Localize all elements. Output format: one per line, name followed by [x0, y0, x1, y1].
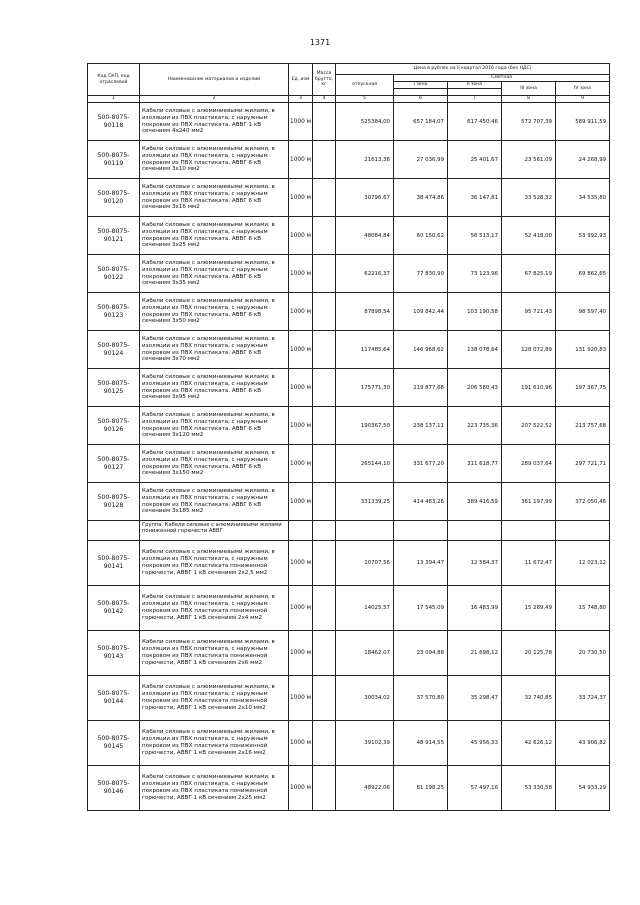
unit-cell: 1000 м	[289, 217, 313, 255]
unit-cell: 1000 м	[289, 293, 313, 331]
unit-cell: 1000 м	[289, 369, 313, 407]
mass-cell	[313, 676, 336, 721]
zone-4-price-cell: 53 992,93	[556, 217, 610, 255]
mass-cell	[313, 483, 336, 521]
header-zone-1-sub	[394, 89, 448, 96]
zone-4-price-cell: 20 730,50	[556, 631, 610, 676]
code-cell: 500-8075-90146	[88, 766, 140, 811]
unit-cell: 1000 м	[289, 766, 313, 811]
zone-3-price-cell: 191 610,96	[502, 369, 556, 407]
release-price-cell: 21613,36	[336, 141, 394, 179]
zone-3-price-cell: 572 707,39	[502, 103, 556, 141]
mass-cell	[313, 631, 336, 676]
zone-3-price-cell: 289 037,64	[502, 445, 556, 483]
zone-4-price-cell: 12 023,12	[556, 541, 610, 586]
name-cell: Кабели силовые с алюминиевыми жилами, в изоляции из ПВХ пластиката, с наружным покровом из ПВХ пластиката пониженной горючести, АВВГ 1 кВ сечением 2х2,5 мм2	[140, 541, 289, 586]
release-price-cell: 48084,84	[336, 217, 394, 255]
code-cell: 500-8075-90141	[88, 541, 140, 586]
zone-4-price-cell: 213 757,68	[556, 407, 610, 445]
zone-2-price-cell: 36 147,81	[448, 179, 502, 217]
mass-cell	[313, 179, 336, 217]
header-unit: Ед. изм	[289, 64, 313, 96]
code-cell: 500-8075-90124	[88, 331, 140, 369]
price-table	[87, 63, 610, 811]
table-row	[88, 141, 610, 179]
code-cell: 500-8075-90125	[88, 369, 140, 407]
release-price-cell: 14025,57	[336, 586, 394, 631]
header-zone-3: III зона	[502, 82, 556, 96]
zone-3-price-cell: 95 721,43	[502, 293, 556, 331]
zone-3-price-cell: 33 528,32	[502, 179, 556, 217]
zone-2-price-cell: 138 078,64	[448, 331, 502, 369]
table-row	[88, 255, 610, 293]
code-cell: 500-8075-90128	[88, 483, 140, 521]
name-cell: Кабели силовые с алюминиевыми жилами, в изоляции из ПВХ пластиката, с наружным покровом из ПВХ пластиката. АВВГ 6 кВ сечением 3х25 мм2	[140, 217, 289, 255]
table-row	[88, 541, 610, 586]
table-row	[88, 766, 610, 811]
unit-cell: 1000 м	[289, 331, 313, 369]
header-zone-1: I зона	[394, 82, 448, 89]
name-cell: Кабели силовые с алюминиевыми жилами, в изоляции из ПВХ пластиката, с наружным покровом из ПВХ пластиката. АВВГ 6 кВ сечением 3х150 мм2	[140, 445, 289, 483]
release-price-cell: 48922,06	[336, 766, 394, 811]
table-row	[88, 721, 610, 766]
zone-3-price-cell: 23 561,09	[502, 141, 556, 179]
header-name: Наименование материалов и изделий	[140, 64, 289, 96]
mass-cell	[313, 541, 336, 586]
release-price-cell: 117485,64	[336, 331, 394, 369]
name-cell: Кабели силовые с алюминиевыми жилами, в изоляции из ПВХ пластиката, с наружным покровом из ПВХ пластиката. АВВГ 6 кВ сечением 3х70 мм2	[140, 331, 289, 369]
name-cell: Кабели силовые с алюминиевыми жилами, в изоляции из ПВХ пластиката, с наружным покровом из ПВХ пластиката пониженной горючести, АВВГ 1 кВ сечением 2х6 мм2	[140, 631, 289, 676]
name-cell: Кабели силовые с алюминиевыми жилами, в изоляции из ПВХ пластиката, с наружным покровом из ПВХ пластиката. АВВГ 1 кВ сечением 4х240 мм2	[140, 103, 289, 141]
zone-2-price-cell: 21 698,12	[448, 631, 502, 676]
table-row	[88, 103, 610, 141]
name-cell: Кабели силовые с алюминиевыми жилами, в изоляции из ПВХ пластиката, с наружным покровом из ПВХ пластиката. АВВГ 6 кВ сечением 3х120 мм2	[140, 407, 289, 445]
zone-2-price-cell: 311 618,77	[448, 445, 502, 483]
table-row	[88, 407, 610, 445]
table-row	[88, 217, 610, 255]
release-price-cell: 331339,25	[336, 483, 394, 521]
code-cell: 500-8075-90123	[88, 293, 140, 331]
release-price-cell: 62216,37	[336, 255, 394, 293]
zone-2-price-cell: 206 580,43	[448, 369, 502, 407]
code-cell: 500-8075-90120	[88, 179, 140, 217]
unit-cell: 1000 м	[289, 255, 313, 293]
zone-2-price-cell: 25 401,67	[448, 141, 502, 179]
zone-4-price-cell: 43 906,82	[556, 721, 610, 766]
zone-4-price-cell: 98 597,40	[556, 293, 610, 331]
unit-cell: 1000 м	[289, 103, 313, 141]
mass-cell	[313, 141, 336, 179]
table-row	[88, 369, 610, 407]
col-number: 5	[336, 96, 394, 103]
release-price-cell: 525384,00	[336, 103, 394, 141]
release-price-cell: 39102,39	[336, 721, 394, 766]
name-cell: Кабели силовые с алюминиевыми жилами, в изоляции из ПВХ пластиката, с наружным покровом из ПВХ пластиката. АВВГ 6 кВ сечением 3х16 мм2	[140, 179, 289, 217]
zone-1-price-cell: 27 036,99	[394, 141, 448, 179]
unit-cell: 1000 м	[289, 407, 313, 445]
zone-4-price-cell: 24 268,99	[556, 141, 610, 179]
table-row	[88, 676, 610, 721]
mass-cell	[313, 407, 336, 445]
zone-3-price-cell: 52 418,00	[502, 217, 556, 255]
code-cell: 500-8075-90118	[88, 103, 140, 141]
name-cell: Кабели силовые с алюминиевыми жилами, в изоляции из ПВХ пластиката, с наружным покровом из ПВХ пластиката. АВВГ 6 кВ сечением 3х35 мм2	[140, 255, 289, 293]
col-number: 9	[556, 96, 610, 103]
header-code: Код СКП, код отраслевой	[88, 64, 140, 96]
release-price-cell: 87898,54	[336, 293, 394, 331]
col-number: 4	[313, 96, 336, 103]
zone-1-price-cell: 657 184,07	[394, 103, 448, 141]
mass-cell	[313, 721, 336, 766]
mass-cell	[313, 369, 336, 407]
zone-3-price-cell: 11 672,47	[502, 541, 556, 586]
release-price-cell: 30034,02	[336, 676, 394, 721]
zone-3-price-cell: 20 125,78	[502, 631, 556, 676]
code-cell: 500-8075-90143	[88, 631, 140, 676]
mass-cell	[313, 293, 336, 331]
zone-2-price-cell: 35 298,47	[448, 676, 502, 721]
zone-1-price-cell: 60 150,62	[394, 217, 448, 255]
table-row	[88, 179, 610, 217]
zone-1-price-cell: 77 830,90	[394, 255, 448, 293]
code-cell: 500-8075-90142	[88, 586, 140, 631]
name-cell: Кабели силовые с алюминиевыми жилами, в изоляции из ПВХ пластиката, с наружным покровом из ПВХ пластиката. АВВГ 6 кВ сечением 3х10 мм2	[140, 141, 289, 179]
name-cell: Кабели силовые с алюминиевыми жилами, в изоляции из ПВХ пластиката, с наружным покровом из ПВХ пластиката пониженной горючести, АВВГ 1 кВ сечением 2х4 мм2	[140, 586, 289, 631]
zone-4-price-cell: 197 367,75	[556, 369, 610, 407]
zone-2-price-cell: 12 584,37	[448, 541, 502, 586]
table-row	[88, 331, 610, 369]
unit-cell: 1000 м	[289, 179, 313, 217]
col-number: 2	[140, 96, 289, 103]
zone-2-price-cell: 57 497,16	[448, 766, 502, 811]
group-code-cell	[88, 521, 140, 541]
zone-3-price-cell: 128 072,89	[502, 331, 556, 369]
zone-3-price-cell: 53 330,58	[502, 766, 556, 811]
unit-cell: 1000 м	[289, 586, 313, 631]
header-release: отпускная	[336, 75, 394, 96]
header-estimate: Сметная	[394, 75, 610, 82]
zone-4-price-cell: 33 724,37	[556, 676, 610, 721]
unit-cell: 1000 м	[289, 141, 313, 179]
zone-3-price-cell: 32 740,85	[502, 676, 556, 721]
mass-cell	[313, 217, 336, 255]
zone-3-price-cell: 207 522,52	[502, 407, 556, 445]
unit-cell: 1000 м	[289, 483, 313, 521]
zone-4-price-cell: 372 050,46	[556, 483, 610, 521]
zone-2-price-cell: 389 416,59	[448, 483, 502, 521]
zone-4-price-cell: 69 862,65	[556, 255, 610, 293]
col-number: 1	[88, 96, 140, 103]
unit-cell: 1000 м	[289, 445, 313, 483]
col-number: 3	[289, 96, 313, 103]
name-cell: Кабели силовые с алюминиевыми жилами, в изоляции из ПВХ пластиката, с наружным покровом из ПВХ пластиката пониженной горючести, АВВГ 1 кВ сечением 2х10 мм2	[140, 676, 289, 721]
zone-1-price-cell: 146 968,62	[394, 331, 448, 369]
zone-1-price-cell: 61 198,25	[394, 766, 448, 811]
zone-4-price-cell: 297 721,71	[556, 445, 610, 483]
col-number: 7	[448, 96, 502, 103]
zone-1-price-cell: 37 570,80	[394, 676, 448, 721]
zone-4-price-cell: 54 933,29	[556, 766, 610, 811]
unit-cell: 1000 м	[289, 721, 313, 766]
name-cell: Кабели силовые с алюминиевыми жилами, в изоляции из ПВХ пластиката, с наружным покровом из ПВХ пластиката. АВВГ 6 кВ сечением 3х50 мм2	[140, 293, 289, 331]
release-price-cell: 190367,50	[336, 407, 394, 445]
mass-cell	[313, 255, 336, 293]
col-number: 6	[394, 96, 448, 103]
mass-cell	[313, 445, 336, 483]
release-price-cell: 10707,56	[336, 541, 394, 586]
zone-1-price-cell: 48 914,55	[394, 721, 448, 766]
code-cell: 500-8075-90144	[88, 676, 140, 721]
header-price-title: Цена в рублях на II квартал 2016 года (без НДС)	[336, 64, 610, 75]
code-cell: 500-8075-90122	[88, 255, 140, 293]
zone-1-price-cell: 17 545,09	[394, 586, 448, 631]
zone-2-price-cell: 103 190,58	[448, 293, 502, 331]
name-cell: Кабели силовые с алюминиевыми жилами, в изоляции из ПВХ пластиката, с наружным покровом из ПВХ пластиката пониженной горючести, АВВГ 1 кВ сечением 2х16 мм2	[140, 721, 289, 766]
mass-cell	[313, 766, 336, 811]
zone-4-price-cell: 15 748,80	[556, 586, 610, 631]
zone-2-price-cell: 45 956,33	[448, 721, 502, 766]
zone-1-price-cell: 414 483,26	[394, 483, 448, 521]
zone-2-price-cell: 617 450,46	[448, 103, 502, 141]
header-mass: Масса брутто, кг	[313, 64, 336, 96]
code-cell: 500-8075-90127	[88, 445, 140, 483]
zone-4-price-cell: 589 911,59	[556, 103, 610, 141]
release-price-cell: 30796,67	[336, 179, 394, 217]
code-cell: 500-8075-90126	[88, 407, 140, 445]
header-zone-4: IV зона	[556, 82, 610, 96]
zone-2-price-cell: 223 735,36	[448, 407, 502, 445]
zone-1-price-cell: 23 094,88	[394, 631, 448, 676]
mass-cell	[313, 103, 336, 141]
zone-2-price-cell: 16 483,99	[448, 586, 502, 631]
code-cell: 500-8075-90119	[88, 141, 140, 179]
zone-4-price-cell: 34 535,80	[556, 179, 610, 217]
release-price-cell: 265144,10	[336, 445, 394, 483]
table-body-cable-group	[88, 103, 610, 521]
col-number: 8	[502, 96, 556, 103]
table-row	[88, 586, 610, 631]
release-price-cell: 18462,07	[336, 631, 394, 676]
name-cell: Кабели силовые с алюминиевыми жилами, в изоляции из ПВХ пластиката, с наружным покровом из ПВХ пластиката. АВВГ 6 кВ сечением 3х95 мм2	[140, 369, 289, 407]
zone-1-price-cell: 331 677,20	[394, 445, 448, 483]
mass-cell	[313, 586, 336, 631]
header-zone-2-sub	[448, 89, 502, 96]
table-body-group-header	[88, 521, 610, 541]
table-row	[88, 631, 610, 676]
zone-3-price-cell: 67 825,19	[502, 255, 556, 293]
header-zone-2: II зона	[448, 82, 502, 89]
zone-1-price-cell: 109 842,44	[394, 293, 448, 331]
zone-1-price-cell: 219 877,68	[394, 369, 448, 407]
zone-2-price-cell: 73 123,96	[448, 255, 502, 293]
release-price-cell: 175771,30	[336, 369, 394, 407]
unit-cell: 1000 м	[289, 676, 313, 721]
page-number: 1371	[309, 38, 331, 47]
mass-cell	[313, 331, 336, 369]
code-cell: 500-8075-90145	[88, 721, 140, 766]
zone-1-price-cell: 13 394,47	[394, 541, 448, 586]
name-cell: Кабели силовые с алюминиевыми жилами, в изоляции из ПВХ пластиката, с наружным покровом из ПВХ пластиката. АВВГ 6 кВ сечением 3х185 мм2	[140, 483, 289, 521]
zone-4-price-cell: 131 920,83	[556, 331, 610, 369]
zone-3-price-cell: 15 289,49	[502, 586, 556, 631]
table-body-low-flammability-group	[88, 541, 610, 811]
table-row	[88, 483, 610, 521]
unit-cell: 1000 м	[289, 631, 313, 676]
unit-cell: 1000 м	[289, 541, 313, 586]
zone-3-price-cell: 42 626,12	[502, 721, 556, 766]
zone-2-price-cell: 56 513,17	[448, 217, 502, 255]
code-cell: 500-8075-90121	[88, 217, 140, 255]
group-title: Группа. Кабели силовые с алюминиевыми жилами пониженной горючести АВВГ	[140, 521, 289, 541]
zone-1-price-cell: 38 474,86	[394, 179, 448, 217]
zone-3-price-cell: 361 197,99	[502, 483, 556, 521]
name-cell: Кабели силовые с алюминиевыми жилами, в изоляции из ПВХ пластиката, с наружным покровом из ПВХ пластиката пониженной горючести, АВВГ 1 кВ сечением 2х25 мм2	[140, 766, 289, 811]
zone-1-price-cell: 238 137,11	[394, 407, 448, 445]
table-row	[88, 445, 610, 483]
table-row	[88, 293, 610, 331]
